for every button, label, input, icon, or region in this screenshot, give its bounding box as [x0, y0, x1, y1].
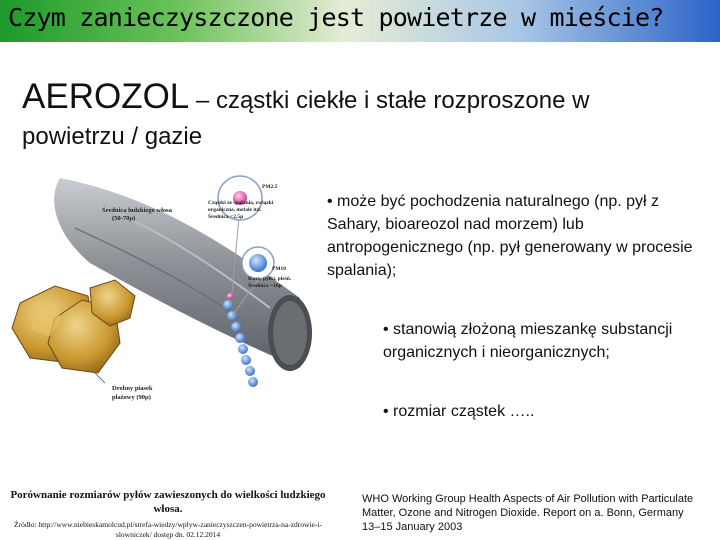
- heading-definition-line2: powietrzu / gazie: [22, 123, 203, 150]
- particle-size-illustration: [0, 168, 330, 440]
- sand-grains: [12, 280, 135, 373]
- pm10-desc-line1: Kurz, pyłki, pleśń.: [248, 276, 292, 282]
- sand-label-line1: Drobny piasek: [112, 385, 153, 392]
- sand-label-line2: plażowy (90µ): [112, 394, 151, 401]
- heading: [22, 78, 702, 153]
- figure-caption: [8, 488, 328, 540]
- pm25-symbol: PM2.5: [262, 184, 278, 190]
- pm10-symbol: PM10: [272, 266, 287, 272]
- heading-term: AEROZOL: [22, 77, 190, 116]
- pm25-desc-line2: organiczne, metale itd.: [208, 207, 262, 213]
- hair-label-line1: Średnica ludzkiego włosa: [102, 207, 172, 214]
- pm25-particle-small: [227, 293, 233, 299]
- pm25-desc-line3: Średnica <2,5µ: [208, 214, 244, 220]
- heading-definition: – cząstki ciekłe i stałe rozproszone w: [189, 87, 590, 114]
- caption-title: Porównanie rozmiarów pyłów zawieszonych do wielkości ludzkiego włosa.: [10, 489, 326, 515]
- bullet-composition: • stanowią złożoną mieszankę substancji organicznych i nieorganicznych;: [383, 321, 673, 361]
- bullet-origin: • może być pochodzenia naturalnego (np. pył z Sahary, bioareozol nad morzem) lub antropogenicznego (np. pył generowany w procesie spalania);: [327, 193, 693, 279]
- who-reference: WHO Working Group Health Aspects of Air Pollution with Particulate Matter, Ozone and Nitrogen Dioxide. Report on a. Bonn, Germany 13–15 January 2003: [362, 493, 694, 533]
- slide-title: Czym zanieczyszczone jest powietrze w mieście?: [8, 3, 664, 32]
- pm10-desc-line2: Średnica <10µ: [248, 283, 282, 289]
- bullet-size: • rozmiar cząstek …..: [383, 403, 535, 420]
- caption-source: Źródło: http://www.niebieskamolcud.pl/strefa-wiedzy/wplyw-zanieczyszczen-powietrza-na-zdrowie-i-slowniczek/ dostęp dn. 02.12.2014: [14, 520, 322, 539]
- pm25-desc-line1: Cząstki ze spalania, związki: [208, 200, 274, 206]
- hair-label-line2: (50-70µ): [112, 215, 136, 222]
- title-bar: [0, 0, 720, 42]
